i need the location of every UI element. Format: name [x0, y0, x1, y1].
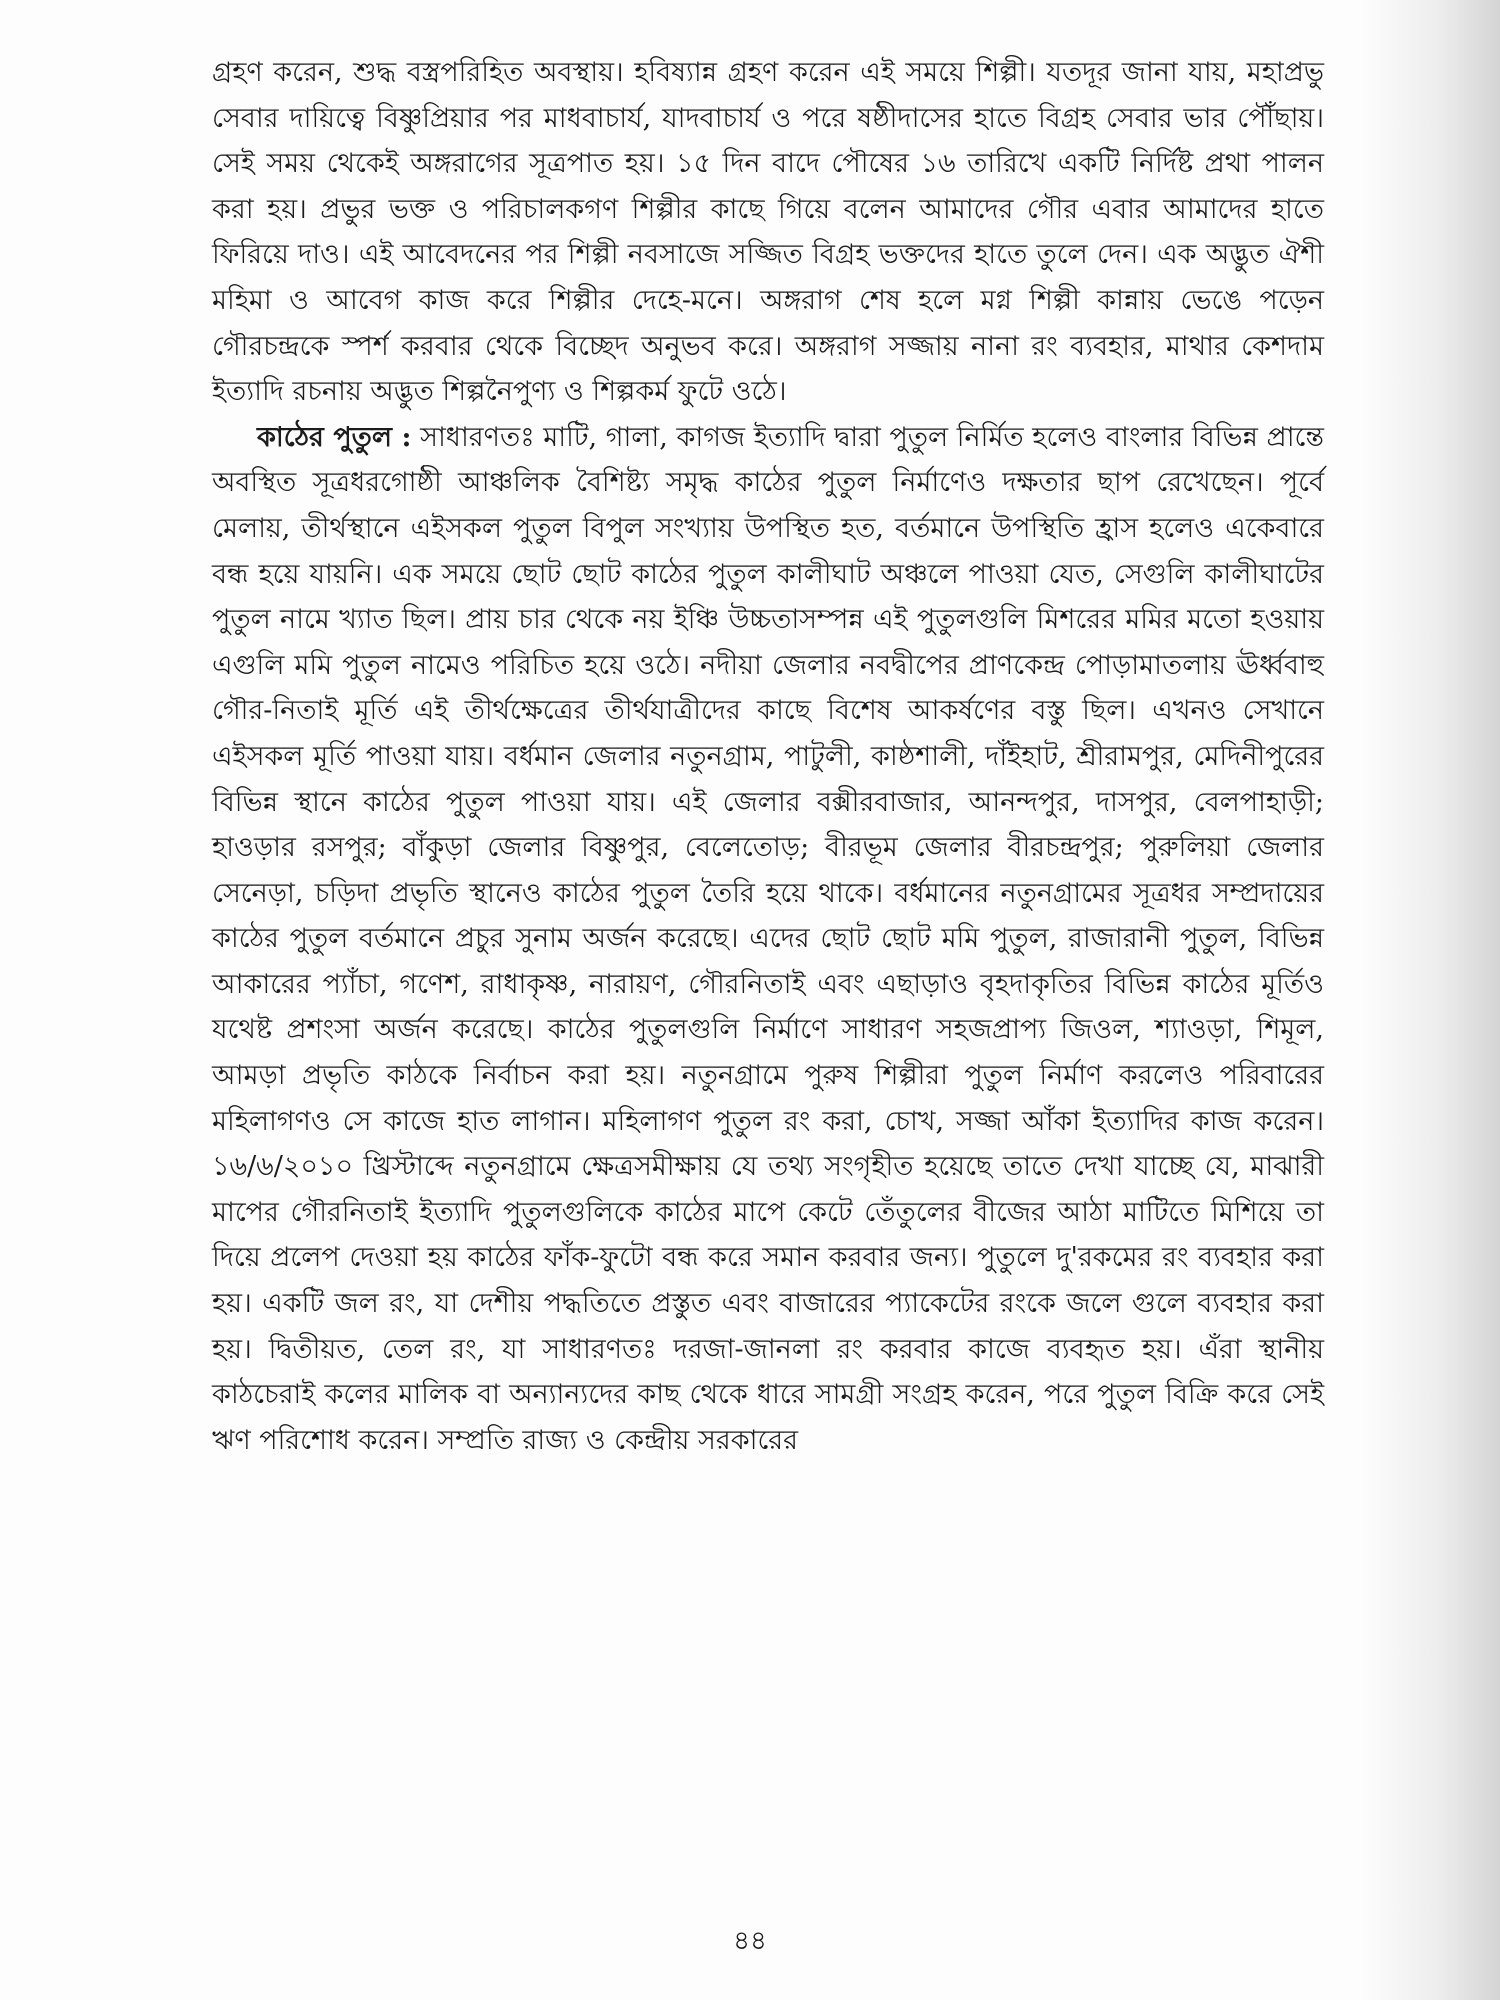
paragraph-body: সাধারণতঃ মাটি, গালা, কাগজ ইত্যাদি দ্বারা পুতুল নির্মিত হলেও বাংলার বিভিন্ন প্রান্তে অবস্থিত সূত্রধরগোষ্ঠী আঞ্চলিক বৈশিষ্ট্য সমৃদ্ধ কাঠের পুতুল নির্মাণেও দক্ষতার ছাপ রেখেছেন। পূর্বে মেলায়, তীর্থস্থানে এইসকল পুতুল বিপুল সংখ্যায় উপস্থিত হত, বর্তমানে উপস্থিতি হ্রাস হলেও একেবারে বন্ধ হয়ে যায়নি। এক সময়ে ছোট ছোট কাঠের পুতুল কালীঘাট অঞ্চলে পাওয়া যেত, সেগুলি কালীঘাটের পুতুল নামে খ্যাত ছিল। প্রায় চার থেকে নয় ইঞ্চি উচ্চতাসম্পন্ন এই পুতুলগুলি মিশরের মমির মতো হওয়ায় এগুলি মমি পুতুল নামেও পরিচিত হয়ে ওঠে। নদীয়া জেলার নবদ্বীপের প্রাণকেন্দ্র পোড়ামাতলায় ঊর্ধ্ববাহু গৌর-নিতাই মূর্তি এই তীর্থক্ষেত্রের তীর্থযাত্রীদের কাছে বিশেষ আকর্ষণের বস্তু ছিল। এখনও সেখানে এইসকল মূর্তি পাওয়া যায়। বর্ধমান জেলার নতুনগ্রাম, পাটুলী, কাষ্ঠশালী, দাঁইহাট, শ্রীরামপুর, মেদিনীপুরের বিভিন্ন স্থানে কাঠের পুতুল পাওয়া যায়। এই জেলার বক্সীরবাজার, আনন্দপুর, দাসপুর, বেলপাহাড়ী; হাওড়ার রসপুর; বাঁকুড়া জেলার বিষ্ণুপুর, বেলেতোড়; বীরভূম জেলার বীরচন্দ্রপুর; পুরুলিয়া জেলার সেনেড়া, চড়িদা প্রভৃতি স্থানেও কাঠের পুতুল তৈরি হয়ে থাকে। বর্ধমানের নতুনগ্রামের সূত্রধর সম্প্রদায়ের কাঠের পুতুল বর্তমানে প্রচুর সুনাম অর্জন করেছে। এদের ছোট ছোট মমি পুতুল, রাজারানী পুতুল, বিভিন্ন আকারের প্যাঁচা, গণেশ, রাধাকৃষ্ণ, নারায়ণ, গৌরনিতাই এবং এছাড়াও বৃহদাকৃতির বিভিন্ন কাঠের মূর্তিও যথেষ্ট প্রশংসা অর্জন করেছে। কাঠের পুতুলগুলি নির্মাণে সাধারণ সহজপ্রাপ্য জিওল, শ্যাওড়া, শিমূল, আমড়া প্রভৃতি কাঠকে নির্বাচন করা হয়। নতুনগ্রামে পুরুষ শিল্পীরা পুতুল নির্মাণ করলেও পরিবারের মহিলাগণও সে কাজে হাত লাগান। মহিলাগণ পুতুল রং করা, চোখ, সজ্জা আঁকা ইত্যাদির কাজ করেন। ১৬/৬/২০১০ খ্রিস্টাব্দে নতুনগ্রামে ক্ষেত্রসমীক্ষায় যে তথ্য সংগৃহীত হয়েছে তাতে দেখা যাচ্ছে যে, মাঝারী মাপের গৌরনিতাই ইত্যাদি পুতুলগুলিকে কাঠের মাপে কেটে তেঁতুলের বীজের আঠা মাটিতে মিশিয়ে তা দিয়ে প্রলেপ দেওয়া হয় কাঠের ফাঁক-ফুটো বন্ধ করে সমান করবার জন্য। পুতুলে দু'রকমের রং ব্যবহার করা হয়। একটি জল রং, যা দেশীয় পদ্ধতিতে প্রস্তুত এবং বাজারের প্যাকেটের রংকে জলে গুলে ব্যবহার করা হয়। দ্বিতীয়ত, তেল রং, যা সাধারণতঃ দরজা-জানলা রং করবার কাজে ব্যবহৃত হয়। এঁরা স্থানীয় কাঠচেরাই কলের মালিক বা অন্যান্যদের কাছ থেকে ধারে সামগ্রী সংগ্রহ করেন, পরে পুতুল বিক্রি করে সেই ঋণ পরিশোধ করেন। সম্প্রতি রাজ্য ও কেন্দ্রীয় সরকারের: [212, 421, 1324, 1456]
section-heading: কাঠের পুতুল :: [257, 421, 412, 453]
paragraph-wooden-dolls: [212, 415, 1324, 1464]
page-edge-shadow: [1360, 0, 1500, 2000]
body-text: [212, 50, 1324, 1463]
page-number: ৪৪: [733, 1926, 767, 1956]
paragraph-angaraag: গ্রহণ করেন, শুদ্ধ বস্ত্রপরিহিত অবস্থায়। হবিষ্যান্ন গ্রহণ করেন এই সময়ে শিল্পী। যতদূর জানা যায়, মহাপ্রভু সেবার দায়িত্বে বিষ্ণুপ্রিয়ার পর মাধবাচার্য, যাদবাচার্য ও পরে ষষ্ঠীদাসের হাতে বিগ্রহ সেবার ভার পৌঁছায়। সেই সময় থেকেই অঙ্গরাগের সূত্রপাত হয়। ১৫ দিন বাদে পৌষের ১৬ তারিখে একটি নির্দিষ্ট প্রথা পালন করা হয়। প্রভুর ভক্ত ও পরিচালকগণ শিল্পীর কাছে গিয়ে বলেন আমাদের গৌর এবার আমাদের হাতে ফিরিয়ে দাও। এই আবেদনের পর শিল্পী নবসাজে সজ্জিত বিগ্রহ ভক্তদের হাতে তুলে দেন। এক অদ্ভুত ঐশী মহিমা ও আবেগ কাজ করে শিল্পীর দেহে-মনে। অঙ্গরাগ শেষ হলে মগ্ন শিল্পী কান্নায় ভেঙে পড়েন গৌরচন্দ্রকে স্পর্শ করবার থেকে বিচ্ছেদ অনুভব করে। অঙ্গরাগ সজ্জায় নানা রং ব্যবহার, মাথার কেশদাম ইত্যাদি রচনায় অদ্ভুত শিল্পনৈপুণ্য ও শিল্পকর্ম ফুটে ওঠে।: [212, 57, 1324, 408]
